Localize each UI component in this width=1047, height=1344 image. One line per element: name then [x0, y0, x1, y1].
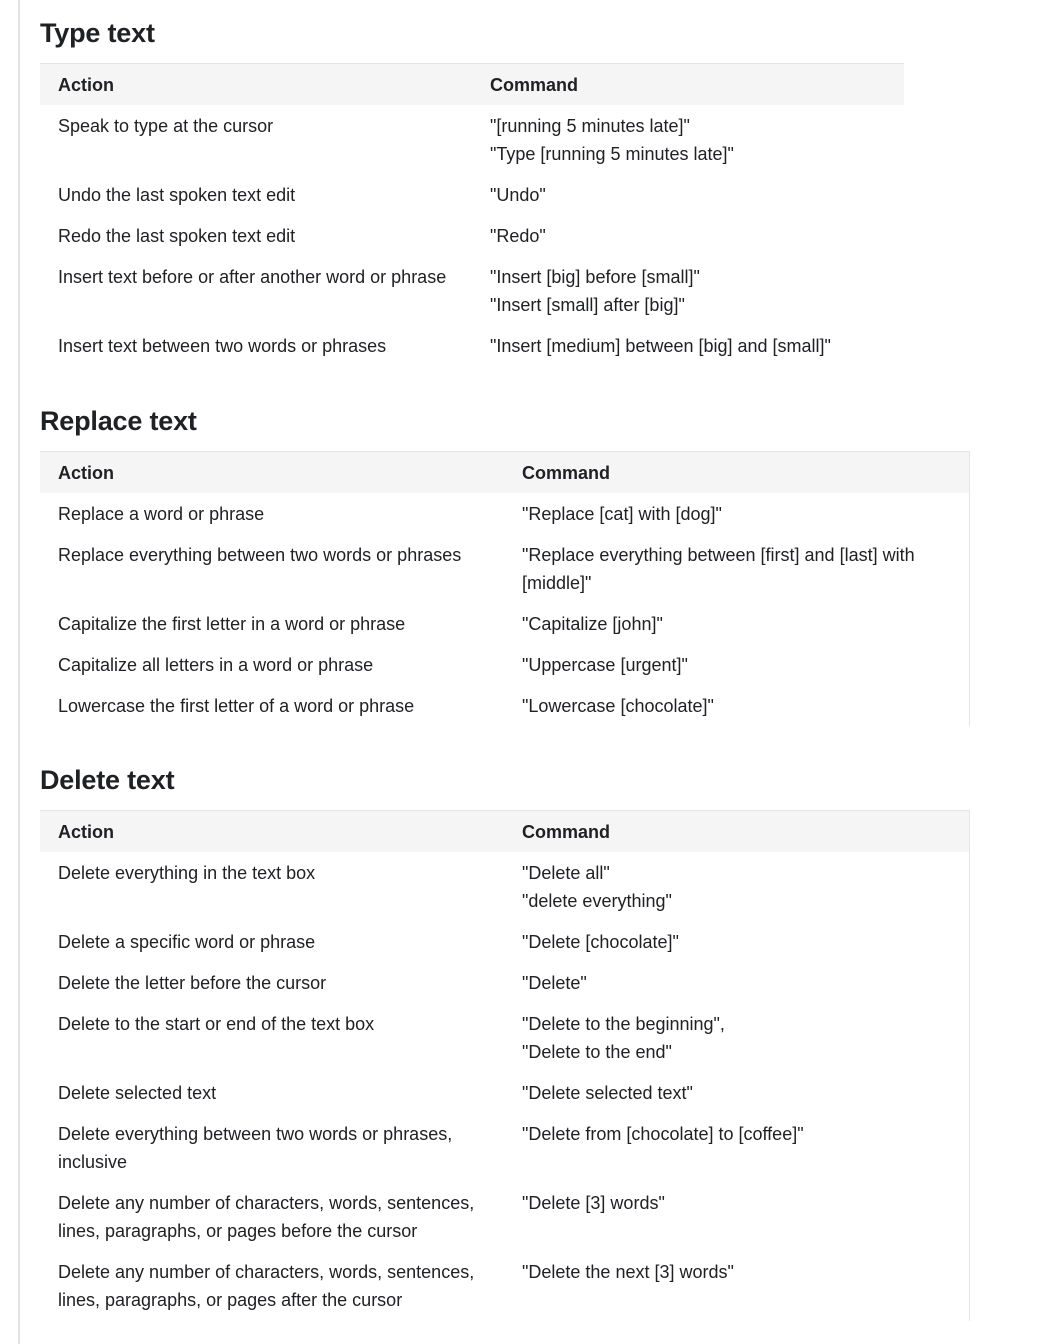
table-row [40, 686, 970, 727]
command-text: "Lowercase [chocolate]" [522, 696, 714, 716]
command-cell [472, 216, 904, 257]
table-row [40, 493, 970, 535]
table-row [40, 105, 904, 175]
action-cell: Insert text between two words or phrases [58, 336, 387, 356]
command-cell [472, 326, 904, 367]
command-cell [472, 175, 904, 216]
section-type-text [40, 15, 904, 367]
command-text: "Undo" [490, 185, 546, 205]
command-text: "delete everything" [522, 891, 672, 911]
command-cell [504, 1073, 970, 1114]
command-text: "Insert [small] after [big]" [490, 295, 685, 315]
command-cell [504, 963, 970, 1004]
column-header-action: Action [58, 822, 114, 842]
action-cell: Delete a specific word or phrase [58, 932, 316, 952]
command-cell [472, 257, 904, 326]
command-cell [504, 645, 970, 686]
table-row [40, 963, 970, 1004]
table-header-row [40, 452, 970, 494]
command-text: "Replace [cat] with [dog]" [522, 504, 722, 524]
section-delete-text [40, 762, 970, 1321]
command-text: "Delete from [chocolate] to [coffee]" [522, 1124, 804, 1144]
command-table [40, 810, 970, 1321]
command-text: "Type [running 5 minutes late]" [490, 144, 734, 164]
action-cell: Delete any number of characters, words, sentences, lines, paragraphs, or pages before the cursor [58, 1193, 475, 1241]
action-cell: Replace everything between two words or phrases [58, 545, 462, 565]
command-table [40, 63, 904, 367]
section-title: Replace text [40, 406, 197, 436]
command-text: "Delete to the end" [522, 1042, 672, 1062]
left-border [18, 0, 20, 1344]
action-cell: Redo the last spoken text edit [58, 226, 296, 246]
action-cell: Speak to type at the cursor [58, 116, 274, 136]
column-header-action: Action [58, 75, 114, 95]
table-row [40, 1183, 970, 1252]
command-text: "Delete [3] words" [522, 1193, 665, 1213]
section-title: Delete text [40, 765, 175, 795]
command-text: "Capitalize [john]" [522, 614, 663, 634]
command-text: "Delete" [522, 973, 587, 993]
column-header-action: Action [58, 463, 114, 483]
table-row [40, 852, 970, 922]
table-right-edge [969, 452, 970, 726]
command-cell [504, 604, 970, 645]
command-text: "Delete to the beginning", [522, 1014, 725, 1034]
action-cell: Delete to the start or end of the text box [58, 1014, 375, 1034]
command-text: "Delete [chocolate]" [522, 932, 679, 952]
command-cell [504, 1183, 970, 1252]
command-cell [504, 1004, 970, 1073]
command-text: "Insert [medium] between [big] and [small]" [490, 336, 831, 356]
command-text: "Delete all" [522, 863, 610, 883]
action-cell: Delete everything between two words or phrases, inclusive [58, 1124, 453, 1172]
command-table [40, 451, 970, 727]
command-text: "Replace everything between [first] and [last] with [middle]" [522, 545, 915, 593]
action-cell: Delete selected text [58, 1083, 217, 1103]
column-header-command: Command [522, 463, 611, 483]
command-cell [504, 535, 970, 604]
column-header-command: Command [490, 75, 579, 95]
action-cell: Delete the letter before the cursor [58, 973, 327, 993]
table-row [40, 326, 904, 367]
section-replace-text [40, 403, 970, 727]
action-cell: Capitalize the first letter in a word or phrase [58, 614, 406, 634]
command-text: "Redo" [490, 226, 546, 246]
command-text: "[running 5 minutes late]" [490, 116, 690, 136]
table-row [40, 604, 970, 645]
table-row [40, 535, 970, 604]
column-header-command: Command [522, 822, 611, 842]
action-cell: Lowercase the first letter of a word or phrase [58, 696, 415, 716]
table-header-row [40, 64, 904, 106]
table-row [40, 922, 970, 963]
table-row [40, 257, 904, 326]
table-row [40, 1252, 970, 1321]
table-row [40, 1114, 970, 1183]
table-row [40, 645, 970, 686]
command-cell [472, 105, 904, 175]
command-text: "Delete selected text" [522, 1083, 693, 1103]
action-cell: Capitalize all letters in a word or phrase [58, 655, 374, 675]
command-cell [504, 852, 970, 922]
section-title: Type text [40, 18, 155, 48]
action-cell: Delete everything in the text box [58, 863, 316, 883]
table-header-row [40, 811, 970, 853]
table-row [40, 216, 904, 257]
command-text: "Insert [big] before [small]" [490, 267, 700, 287]
command-cell [504, 922, 970, 963]
action-cell: Replace a word or phrase [58, 504, 265, 524]
command-cell [504, 493, 970, 535]
table-row [40, 1073, 970, 1114]
command-text: "Uppercase [urgent]" [522, 655, 688, 675]
command-text: "Delete the next [3] words" [522, 1262, 734, 1282]
command-cell [504, 1252, 970, 1321]
table-row [40, 1004, 970, 1073]
action-cell: Insert text before or after another word or phrase [58, 267, 447, 287]
action-cell: Delete any number of characters, words, sentences, lines, paragraphs, or pages after the cursor [58, 1262, 475, 1310]
table-right-edge [969, 811, 970, 1321]
table-row [40, 175, 904, 216]
action-cell: Undo the last spoken text edit [58, 185, 296, 205]
command-cell [504, 686, 970, 727]
command-cell [504, 1114, 970, 1183]
